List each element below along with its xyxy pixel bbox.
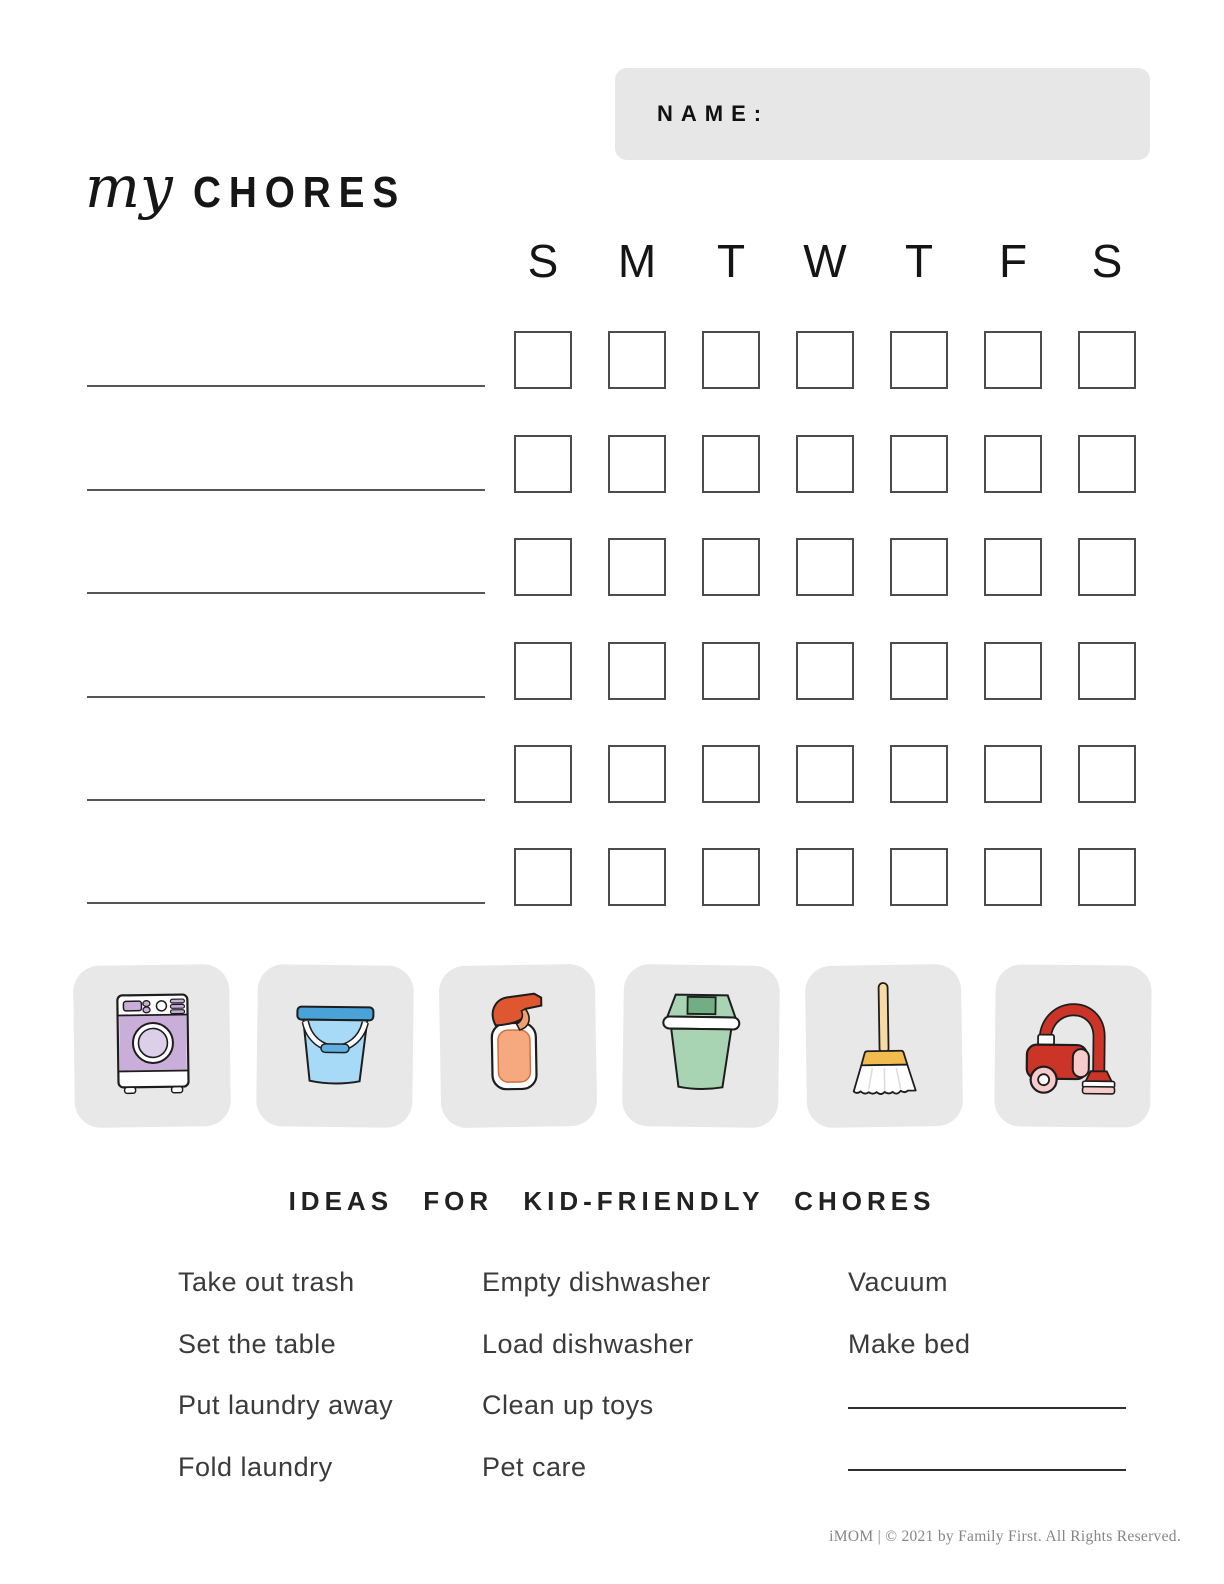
ideas-column-3 <box>848 1252 1126 1498</box>
day-checkbox[interactable] <box>984 745 1042 803</box>
day-checkbox[interactable] <box>984 435 1042 493</box>
tile-vacuum <box>994 964 1152 1128</box>
day-checkbox[interactable] <box>608 331 666 389</box>
idea-item: Pet care <box>482 1451 587 1482</box>
day-checkbox[interactable] <box>984 848 1042 906</box>
day-checkbox[interactable] <box>702 331 760 389</box>
name-label: NAME: <box>657 101 770 126</box>
day-checkbox[interactable] <box>796 435 854 493</box>
day-checkbox[interactable] <box>702 642 760 700</box>
tile-broom <box>805 964 964 1128</box>
chore-row <box>0 594 1224 697</box>
day-checkbox[interactable] <box>984 642 1042 700</box>
day-checkbox[interactable] <box>890 745 948 803</box>
checkbox-row <box>514 331 1136 389</box>
ideas-column-2 <box>482 1252 711 1498</box>
day-checkbox[interactable] <box>1078 331 1136 389</box>
idea-item: Load dishwasher <box>482 1328 694 1359</box>
idea-item: Vacuum <box>848 1267 949 1298</box>
ideas-column-1 <box>178 1252 393 1498</box>
day-checkbox[interactable] <box>702 745 760 803</box>
tile-spray-bottle <box>439 964 598 1129</box>
day-checkbox[interactable] <box>890 642 948 700</box>
day-checkbox[interactable] <box>608 848 666 906</box>
checkbox-row <box>514 435 1136 493</box>
idea-item: Take out trash <box>178 1267 355 1298</box>
page-title <box>85 153 435 230</box>
day-checkbox[interactable] <box>1078 435 1136 493</box>
day-label: S <box>527 235 559 287</box>
idea-item: Put laundry away <box>178 1390 394 1421</box>
title-caps-word: CHORES <box>192 168 406 217</box>
chore-row <box>0 284 1224 387</box>
day-checkbox[interactable] <box>890 538 948 596</box>
idea-item: Empty dishwasher <box>482 1267 711 1298</box>
day-checkbox[interactable] <box>796 538 854 596</box>
day-label: M <box>617 235 657 287</box>
broom-icon <box>805 964 964 1128</box>
checkbox-row <box>514 745 1136 803</box>
day-checkbox[interactable] <box>702 538 760 596</box>
idea-item: Set the table <box>178 1328 337 1359</box>
day-checkbox[interactable] <box>796 745 854 803</box>
day-checkbox[interactable] <box>514 642 572 700</box>
tile-washing-machine <box>73 964 231 1128</box>
trash-can-icon <box>622 964 780 1128</box>
day-checkbox[interactable] <box>796 642 854 700</box>
day-checkbox[interactable] <box>796 848 854 906</box>
tile-trash-can <box>622 964 780 1128</box>
idea-item: Clean up toys <box>482 1390 654 1421</box>
ideas-heading: IDEAS FOR KID-FRIENDLY CHORES <box>288 1186 936 1216</box>
day-checkbox[interactable] <box>984 538 1042 596</box>
day-checkbox[interactable] <box>796 331 854 389</box>
day-label: F <box>998 235 1028 287</box>
tile-bucket <box>256 964 414 1128</box>
day-checkbox[interactable] <box>608 642 666 700</box>
day-checkbox[interactable] <box>890 848 948 906</box>
copyright-footer: iMOM | © 2021 by Family First. All Rights Reserved. <box>829 1528 1181 1545</box>
day-checkbox[interactable] <box>514 848 572 906</box>
washing-machine-icon <box>73 964 231 1128</box>
day-checkbox[interactable] <box>1078 848 1136 906</box>
day-header-row <box>514 235 1136 287</box>
chore-icon-strip <box>0 965 1224 1127</box>
day-checkbox[interactable] <box>1078 642 1136 700</box>
name-field[interactable] <box>615 68 1150 160</box>
day-checkbox[interactable] <box>514 331 572 389</box>
title-script-word: my <box>85 153 173 221</box>
day-label: W <box>803 235 847 287</box>
day-checkbox[interactable] <box>1078 745 1136 803</box>
day-checkbox[interactable] <box>984 331 1042 389</box>
day-label: S <box>1091 235 1123 287</box>
bucket-icon <box>256 964 414 1128</box>
day-checkbox[interactable] <box>514 745 572 803</box>
chore-grid <box>0 284 1224 904</box>
day-checkbox[interactable] <box>514 435 572 493</box>
write-in-underline <box>848 1375 1126 1409</box>
chore-row <box>0 491 1224 594</box>
chore-row <box>0 387 1224 490</box>
day-checkbox[interactable] <box>608 745 666 803</box>
write-in-line[interactable] <box>848 1375 1126 1437</box>
write-in-underline <box>848 1437 1126 1471</box>
spray-bottle-icon <box>439 964 598 1129</box>
day-checkbox[interactable] <box>702 848 760 906</box>
day-label: T <box>904 235 934 287</box>
day-checkbox[interactable] <box>890 435 948 493</box>
vacuum-icon <box>994 964 1152 1128</box>
day-checkbox[interactable] <box>608 435 666 493</box>
checkbox-row <box>514 538 1136 596</box>
chore-name-line[interactable] <box>87 902 485 904</box>
write-in-line[interactable] <box>848 1437 1126 1499</box>
day-checkbox[interactable] <box>1078 538 1136 596</box>
checkbox-row <box>514 642 1136 700</box>
idea-item: Fold laundry <box>178 1451 333 1482</box>
idea-item: Make bed <box>848 1328 971 1359</box>
day-checkbox[interactable] <box>702 435 760 493</box>
chore-row <box>0 698 1224 801</box>
chore-row <box>0 801 1224 904</box>
checkbox-row <box>514 848 1136 906</box>
day-checkbox[interactable] <box>890 331 948 389</box>
day-label: T <box>716 235 746 287</box>
day-checkbox[interactable] <box>608 538 666 596</box>
day-checkbox[interactable] <box>514 538 572 596</box>
